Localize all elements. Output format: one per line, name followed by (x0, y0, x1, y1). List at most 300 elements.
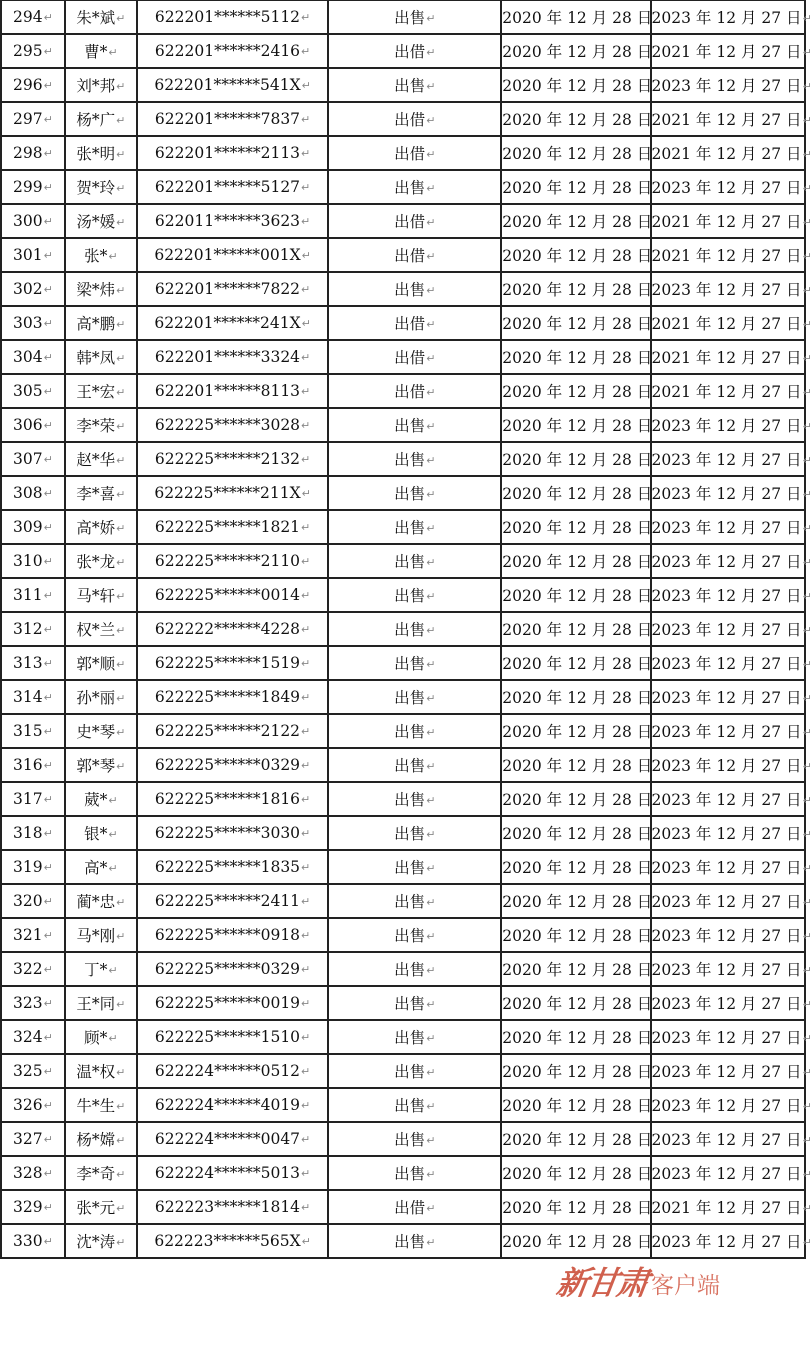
start-date: 2020 年 12 月 28 日 (502, 179, 653, 197)
row-number-cell (1, 34, 65, 68)
start-date-cell (501, 136, 653, 170)
paragraph-mark-icon: ↵ (802, 1100, 812, 1113)
end-date: 2023 年 12 月 27 日 (651, 859, 802, 877)
paragraph-mark-icon: ↵ (43, 657, 53, 670)
row-number-cell (1, 238, 65, 272)
paragraph-mark-icon: ↵ (802, 522, 812, 535)
end-date-cell (651, 782, 812, 816)
paragraph-mark-icon: ↵ (301, 759, 311, 772)
start-date-cell (501, 918, 653, 952)
paragraph-mark-icon: ↵ (108, 46, 118, 59)
paragraph-mark-icon: ↵ (301, 385, 311, 398)
paragraph-mark-icon: ↵ (301, 1065, 311, 1078)
paragraph-mark-icon: ↵ (116, 12, 126, 25)
paragraph-mark-icon: ↵ (116, 1202, 126, 1215)
id-number: 622225******2411 (154, 892, 301, 910)
person-name: 马*刚 (76, 927, 116, 945)
end-date: 2023 年 12 月 27 日 (651, 587, 802, 605)
table-row (1, 884, 805, 918)
start-date: 2020 年 12 月 28 日 (502, 825, 653, 843)
paragraph-mark-icon: ↵ (802, 454, 812, 467)
person-name: 张*龙 (76, 553, 116, 571)
person-name: 张* (84, 247, 108, 265)
end-date: 2021 年 12 月 27 日 (651, 213, 802, 231)
end-date-cell (651, 476, 812, 510)
start-date: 2020 年 12 月 28 日 (502, 485, 653, 503)
transaction-type: 出售 (394, 77, 426, 95)
transaction-type: 出借 (394, 349, 426, 367)
paragraph-mark-icon: ↵ (116, 1066, 126, 1079)
row-number-cell (1, 374, 65, 408)
paragraph-mark-icon: ↵ (116, 556, 126, 569)
row-number: 313 (13, 654, 43, 672)
person-name: 王*宏 (76, 383, 116, 401)
id-number: 622201******5112 (154, 8, 301, 26)
row-number: 309 (13, 518, 43, 536)
row-number: 294 (13, 8, 43, 26)
person-name: 曹* (84, 43, 108, 61)
table-row (1, 1054, 805, 1088)
start-date-cell (501, 612, 653, 646)
end-date-cell (651, 68, 812, 102)
paragraph-mark-icon: ↵ (802, 182, 812, 195)
paragraph-mark-icon: ↵ (301, 45, 311, 58)
paragraph-mark-icon: ↵ (116, 692, 126, 705)
paragraph-mark-icon: ↵ (301, 1235, 311, 1248)
row-number: 310 (13, 552, 43, 570)
person-name: 张*明 (76, 145, 116, 163)
start-date-cell (501, 272, 653, 306)
row-number-cell (1, 136, 65, 170)
paragraph-mark-icon: ↵ (426, 998, 436, 1011)
person-name: 杨*广 (76, 111, 116, 129)
paragraph-mark-icon: ↵ (301, 1031, 311, 1044)
start-date-cell (501, 1054, 653, 1088)
person-name: 韩*凤 (76, 349, 116, 367)
row-number: 316 (13, 756, 43, 774)
id-number: 622225******1816 (154, 790, 301, 808)
id-number: 622225******1519 (154, 654, 301, 672)
row-number: 327 (13, 1130, 43, 1148)
start-date-cell (501, 544, 653, 578)
id-number-cell (137, 442, 328, 476)
transaction-type: 出借 (394, 111, 426, 129)
paragraph-mark-icon: ↵ (116, 114, 126, 127)
end-date: 2023 年 12 月 27 日 (651, 927, 802, 945)
id-number-cell (137, 0, 328, 34)
paragraph-mark-icon: ↵ (108, 794, 118, 807)
end-date-cell (651, 884, 812, 918)
end-date: 2023 年 12 月 27 日 (651, 417, 802, 435)
person-name: 梁*炜 (76, 281, 116, 299)
paragraph-mark-icon: ↵ (426, 454, 436, 467)
person-name-cell (65, 238, 137, 272)
table-row (1, 646, 805, 680)
person-name-cell (65, 544, 137, 578)
paragraph-mark-icon: ↵ (116, 284, 126, 297)
paragraph-mark-icon: ↵ (426, 182, 436, 195)
end-date: 2023 年 12 月 27 日 (651, 9, 802, 27)
paragraph-mark-icon: ↵ (802, 998, 812, 1011)
table-row (1, 306, 805, 340)
paragraph-mark-icon: ↵ (43, 521, 53, 534)
start-date: 2020 年 12 月 28 日 (502, 1097, 653, 1115)
paragraph-mark-icon: ↵ (802, 624, 812, 637)
row-number: 326 (13, 1096, 43, 1114)
person-name-cell (65, 0, 137, 34)
end-date: 2023 年 12 月 27 日 (651, 655, 802, 673)
start-date-cell (501, 1190, 653, 1224)
transaction-type: 出售 (394, 1165, 426, 1183)
person-name-cell (65, 918, 137, 952)
transaction-type-cell (328, 952, 501, 986)
paragraph-mark-icon: ↵ (43, 929, 53, 942)
paragraph-mark-icon: ↵ (43, 725, 53, 738)
paragraph-mark-icon: ↵ (116, 930, 126, 943)
row-number-cell (1, 782, 65, 816)
id-number: 622225******2122 (154, 722, 301, 740)
id-number-cell (137, 102, 328, 136)
person-name: 顾* (84, 1029, 108, 1047)
table-row (1, 918, 805, 952)
start-date-cell (501, 442, 653, 476)
paragraph-mark-icon: ↵ (802, 1134, 812, 1147)
id-number-cell (137, 1054, 328, 1088)
person-name-cell (65, 1156, 137, 1190)
id-number: 622011******3623 (154, 212, 301, 230)
person-name: 郭*顺 (76, 655, 116, 673)
table-row (1, 850, 805, 884)
end-date-cell (651, 442, 812, 476)
id-number-cell (137, 510, 328, 544)
id-number-cell (137, 680, 328, 714)
paragraph-mark-icon: ↵ (426, 318, 436, 331)
end-date: 2021 年 12 月 27 日 (651, 349, 802, 367)
start-date-cell (501, 646, 653, 680)
row-number: 318 (13, 824, 43, 842)
person-name-cell (65, 68, 137, 102)
paragraph-mark-icon: ↵ (43, 1201, 53, 1214)
id-number: 622224******0512 (154, 1062, 301, 1080)
id-number-cell (137, 646, 328, 680)
row-number: 303 (13, 314, 43, 332)
end-date: 2023 年 12 月 27 日 (651, 77, 802, 95)
person-name-cell (65, 476, 137, 510)
end-date: 2023 年 12 月 27 日 (651, 723, 802, 741)
person-name: 丁* (84, 961, 108, 979)
transaction-type-cell (328, 170, 501, 204)
transaction-type: 出售 (394, 689, 426, 707)
paragraph-mark-icon: ↵ (301, 79, 311, 92)
start-date: 2020 年 12 月 28 日 (502, 451, 653, 469)
row-number: 300 (13, 212, 43, 230)
transaction-type: 出售 (394, 927, 426, 945)
paragraph-mark-icon: ↵ (426, 658, 436, 671)
id-number: 622225******1835 (154, 858, 301, 876)
paragraph-mark-icon: ↵ (426, 828, 436, 841)
paragraph-mark-icon: ↵ (426, 1066, 436, 1079)
person-name-cell (65, 1020, 137, 1054)
person-name: 高*娇 (76, 519, 116, 537)
end-date: 2023 年 12 月 27 日 (651, 1165, 802, 1183)
row-number-cell (1, 442, 65, 476)
start-date-cell (501, 306, 653, 340)
id-number: 622225******2110 (154, 552, 301, 570)
end-date-cell (651, 510, 812, 544)
table-row (1, 1156, 805, 1190)
paragraph-mark-icon: ↵ (426, 522, 436, 535)
table-row (1, 612, 805, 646)
paragraph-mark-icon: ↵ (426, 692, 436, 705)
id-number: 622225******3030 (154, 824, 301, 842)
person-name-cell (65, 170, 137, 204)
id-number: 622222******4228 (154, 620, 301, 638)
paragraph-mark-icon: ↵ (426, 726, 436, 739)
paragraph-mark-icon: ↵ (426, 590, 436, 603)
table-row (1, 68, 805, 102)
id-number: 622225******2132 (154, 450, 301, 468)
table-row (1, 544, 805, 578)
end-date-cell (651, 952, 812, 986)
start-date-cell (501, 748, 653, 782)
transaction-type: 出借 (394, 1199, 426, 1217)
paragraph-mark-icon: ↵ (802, 590, 812, 603)
person-name: 银* (84, 825, 108, 843)
end-date-cell (651, 1020, 812, 1054)
paragraph-mark-icon: ↵ (301, 487, 311, 500)
transaction-type-cell (328, 374, 501, 408)
paragraph-mark-icon: ↵ (43, 1031, 53, 1044)
end-date-cell (651, 136, 812, 170)
row-number: 329 (13, 1198, 43, 1216)
row-number: 314 (13, 688, 43, 706)
row-number-cell (1, 170, 65, 204)
transaction-type-cell (328, 1088, 501, 1122)
paragraph-mark-icon: ↵ (426, 862, 436, 875)
paragraph-mark-icon: ↵ (43, 453, 53, 466)
transaction-type-cell (328, 1122, 501, 1156)
end-date-cell (651, 34, 812, 68)
row-number: 306 (13, 416, 43, 434)
transaction-type-cell (328, 714, 501, 748)
id-number: 622225******0019 (154, 994, 301, 1012)
transaction-type: 出售 (394, 179, 426, 197)
row-number: 311 (13, 586, 43, 604)
row-number-cell (1, 272, 65, 306)
paragraph-mark-icon: ↵ (116, 658, 126, 671)
paragraph-mark-icon: ↵ (43, 249, 53, 262)
paragraph-mark-icon: ↵ (802, 488, 812, 501)
start-date-cell (501, 884, 653, 918)
row-number-cell (1, 204, 65, 238)
start-date-cell (501, 816, 653, 850)
table-row (1, 272, 805, 306)
row-number: 298 (13, 144, 43, 162)
person-name-cell (65, 34, 137, 68)
transaction-type: 出借 (394, 213, 426, 231)
person-name-cell (65, 782, 137, 816)
row-number: 324 (13, 1028, 43, 1046)
start-date-cell (501, 510, 653, 544)
row-number: 301 (13, 246, 43, 264)
paragraph-mark-icon: ↵ (301, 181, 311, 194)
transaction-type: 出售 (394, 485, 426, 503)
end-date-cell (651, 986, 812, 1020)
paragraph-mark-icon: ↵ (301, 249, 311, 262)
transaction-type-cell (328, 442, 501, 476)
transaction-type: 出售 (394, 859, 426, 877)
row-number-cell (1, 714, 65, 748)
paragraph-mark-icon: ↵ (43, 895, 53, 908)
paragraph-mark-icon: ↵ (301, 691, 311, 704)
end-date: 2023 年 12 月 27 日 (651, 281, 802, 299)
id-number: 622223******1814 (154, 1198, 301, 1216)
paragraph-mark-icon: ↵ (43, 1133, 53, 1146)
start-date-cell (501, 782, 653, 816)
start-date: 2020 年 12 月 28 日 (502, 1131, 653, 1149)
paragraph-mark-icon: ↵ (43, 11, 53, 24)
row-number-cell (1, 0, 65, 34)
table-row (1, 952, 805, 986)
id-number-cell (137, 1020, 328, 1054)
start-date-cell (501, 68, 653, 102)
paragraph-mark-icon: ↵ (301, 215, 311, 228)
transaction-type-cell (328, 1190, 501, 1224)
table-row (1, 476, 805, 510)
id-number: 622225******0014 (154, 586, 301, 604)
paragraph-mark-icon: ↵ (116, 454, 126, 467)
transaction-type: 出售 (394, 621, 426, 639)
row-number: 302 (13, 280, 43, 298)
id-number: 622201******5127 (154, 178, 301, 196)
row-number: 328 (13, 1164, 43, 1182)
paragraph-mark-icon: ↵ (802, 216, 812, 229)
paragraph-mark-icon: ↵ (301, 113, 311, 126)
person-name-cell (65, 374, 137, 408)
end-date: 2023 年 12 月 27 日 (651, 1063, 802, 1081)
paragraph-mark-icon: ↵ (43, 963, 53, 976)
row-number-cell (1, 102, 65, 136)
id-number-cell (137, 340, 328, 374)
table-row (1, 1190, 805, 1224)
transaction-type: 出售 (394, 723, 426, 741)
person-name-cell (65, 102, 137, 136)
start-date: 2020 年 12 月 28 日 (502, 791, 653, 809)
start-date: 2020 年 12 月 28 日 (502, 1199, 653, 1217)
transaction-type-cell (328, 238, 501, 272)
id-number-cell (137, 204, 328, 238)
end-date: 2023 年 12 月 27 日 (651, 791, 802, 809)
transaction-type-cell (328, 0, 501, 34)
end-date-cell (651, 714, 812, 748)
end-date-cell (651, 1190, 812, 1224)
table-row (1, 1020, 805, 1054)
start-date-cell (501, 34, 653, 68)
end-date: 2023 年 12 月 27 日 (651, 621, 802, 639)
paragraph-mark-icon: ↵ (301, 1133, 311, 1146)
paragraph-mark-icon: ↵ (43, 793, 53, 806)
paragraph-mark-icon: ↵ (116, 1134, 126, 1147)
row-number-cell (1, 510, 65, 544)
paragraph-mark-icon: ↵ (802, 80, 812, 93)
start-date: 2020 年 12 月 28 日 (502, 77, 653, 95)
id-number-cell (137, 1190, 328, 1224)
start-date-cell (501, 204, 653, 238)
paragraph-mark-icon: ↵ (802, 1066, 812, 1079)
paragraph-mark-icon: ↵ (301, 827, 311, 840)
id-number: 622201******2416 (154, 42, 301, 60)
transaction-type-cell (328, 408, 501, 442)
paragraph-mark-icon: ↵ (43, 79, 53, 92)
start-date: 2020 年 12 月 28 日 (502, 383, 653, 401)
row-number-cell (1, 306, 65, 340)
transaction-type: 出售 (394, 995, 426, 1013)
start-date: 2020 年 12 月 28 日 (502, 43, 653, 61)
paragraph-mark-icon: ↵ (426, 1134, 436, 1147)
end-date: 2023 年 12 月 27 日 (651, 485, 802, 503)
end-date-cell (651, 0, 812, 34)
start-date-cell (501, 986, 653, 1020)
row-number-cell (1, 1088, 65, 1122)
person-name-cell (65, 1054, 137, 1088)
row-number: 323 (13, 994, 43, 1012)
table-row (1, 782, 805, 816)
paragraph-mark-icon: ↵ (802, 1202, 812, 1215)
table-row (1, 442, 805, 476)
transaction-type: 出售 (394, 791, 426, 809)
start-date: 2020 年 12 月 28 日 (502, 417, 653, 435)
person-name-cell (65, 884, 137, 918)
table-row (1, 680, 805, 714)
start-date: 2020 年 12 月 28 日 (502, 213, 653, 231)
person-name-cell (65, 578, 137, 612)
row-number: 315 (13, 722, 43, 740)
start-date: 2020 年 12 月 28 日 (502, 655, 653, 673)
table-row (1, 204, 805, 238)
person-name: 汤*媛 (76, 213, 116, 231)
paragraph-mark-icon: ↵ (43, 283, 53, 296)
transaction-type-cell (328, 476, 501, 510)
id-number: 622201******8113 (154, 382, 301, 400)
paragraph-mark-icon: ↵ (116, 182, 126, 195)
end-date: 2021 年 12 月 27 日 (651, 383, 802, 401)
paragraph-mark-icon: ↵ (43, 1167, 53, 1180)
id-number: 622225******1849 (154, 688, 301, 706)
transaction-type: 出售 (394, 655, 426, 673)
paragraph-mark-icon: ↵ (43, 419, 53, 432)
transaction-type: 出售 (394, 281, 426, 299)
paragraph-mark-icon: ↵ (301, 11, 311, 24)
person-name-cell (65, 272, 137, 306)
transaction-type: 出售 (394, 1097, 426, 1115)
id-number-cell (137, 272, 328, 306)
paragraph-mark-icon: ↵ (301, 283, 311, 296)
paragraph-mark-icon: ↵ (43, 385, 53, 398)
paragraph-mark-icon: ↵ (426, 1202, 436, 1215)
id-number-cell (137, 952, 328, 986)
person-name-cell (65, 510, 137, 544)
row-number-cell (1, 1156, 65, 1190)
row-number-cell (1, 952, 65, 986)
paragraph-mark-icon: ↵ (43, 997, 53, 1010)
person-name-cell (65, 340, 137, 374)
person-name: 赵*华 (76, 451, 116, 469)
start-date: 2020 年 12 月 28 日 (502, 281, 653, 299)
paragraph-mark-icon: ↵ (116, 1236, 126, 1249)
table-row (1, 238, 805, 272)
transaction-type-cell (328, 646, 501, 680)
paragraph-mark-icon: ↵ (426, 80, 436, 93)
